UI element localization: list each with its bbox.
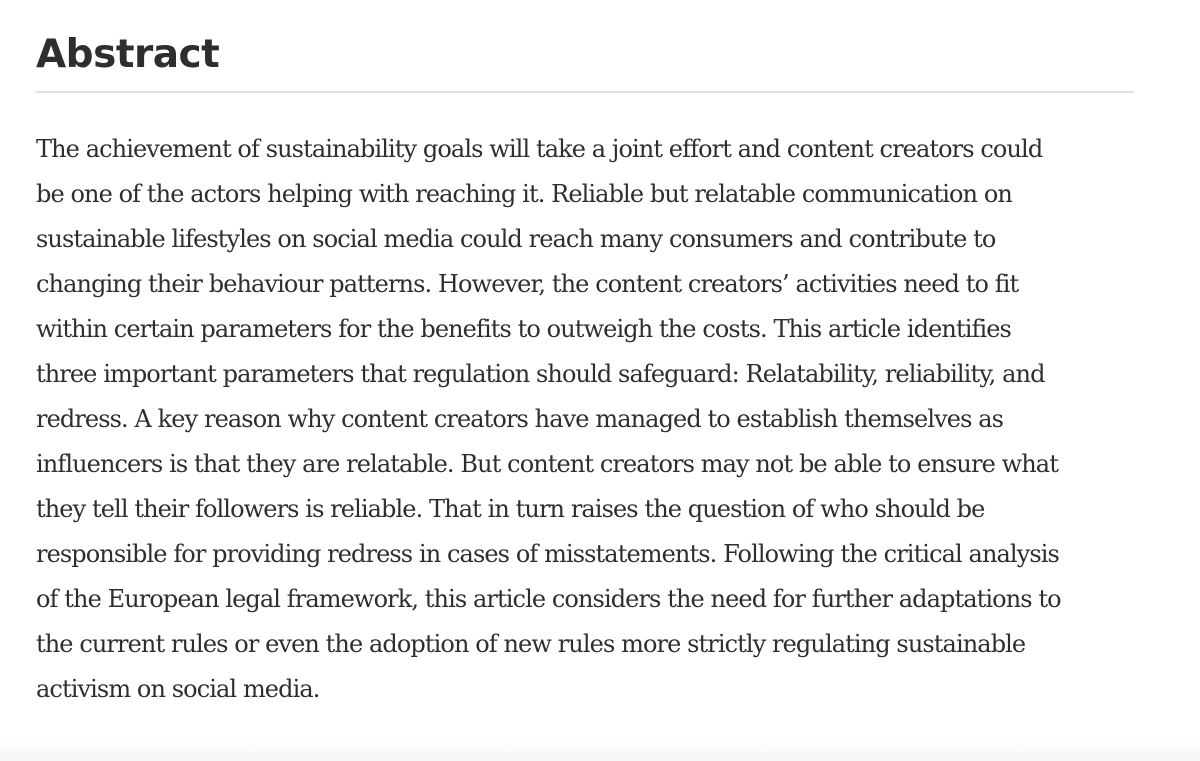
abstract-section (36, 0, 1134, 712)
heading-divider (36, 91, 1134, 93)
abstract-line: responsible for providing redress in cases of misstatements. Following the critical analysis (36, 540, 1059, 568)
abstract-line: they tell their followers is reliable. That in turn raises the question of who should be (36, 495, 985, 523)
abstract-line: within certain parameters for the benefits to outweigh the costs. This article identifies (36, 315, 1011, 343)
abstract-line: changing their behaviour patterns. However, the content creators’ activities need to fit (36, 270, 1019, 298)
abstract-heading: Abstract (36, 32, 220, 77)
abstract-text (36, 127, 1134, 712)
abstract-line: sustainable lifestyles on social media could reach many consumers and contribute to (36, 225, 996, 253)
abstract-line: be one of the actors helping with reaching it. Reliable but relatable communication on (36, 180, 1012, 208)
page-bottom-shadow (0, 739, 1200, 761)
abstract-line: The achievement of sustainability goals will take a joint effort and content creators could (36, 135, 1043, 163)
abstract-line: three important parameters that regulation should safeguard: Relatability, reliability, and (36, 360, 1045, 388)
abstract-line: influencers is that they are relatable. But content creators may not be able to ensure what (36, 450, 1058, 478)
abstract-line: activism on social media. (36, 675, 320, 703)
abstract-line: redress. A key reason why content creators have managed to establish themselves as (36, 405, 1004, 433)
abstract-line: of the European legal framework, this article considers the need for further adaptations to (36, 585, 1061, 613)
abstract-line: the current rules or even the adoption of new rules more strictly regulating sustainable (36, 630, 1026, 658)
